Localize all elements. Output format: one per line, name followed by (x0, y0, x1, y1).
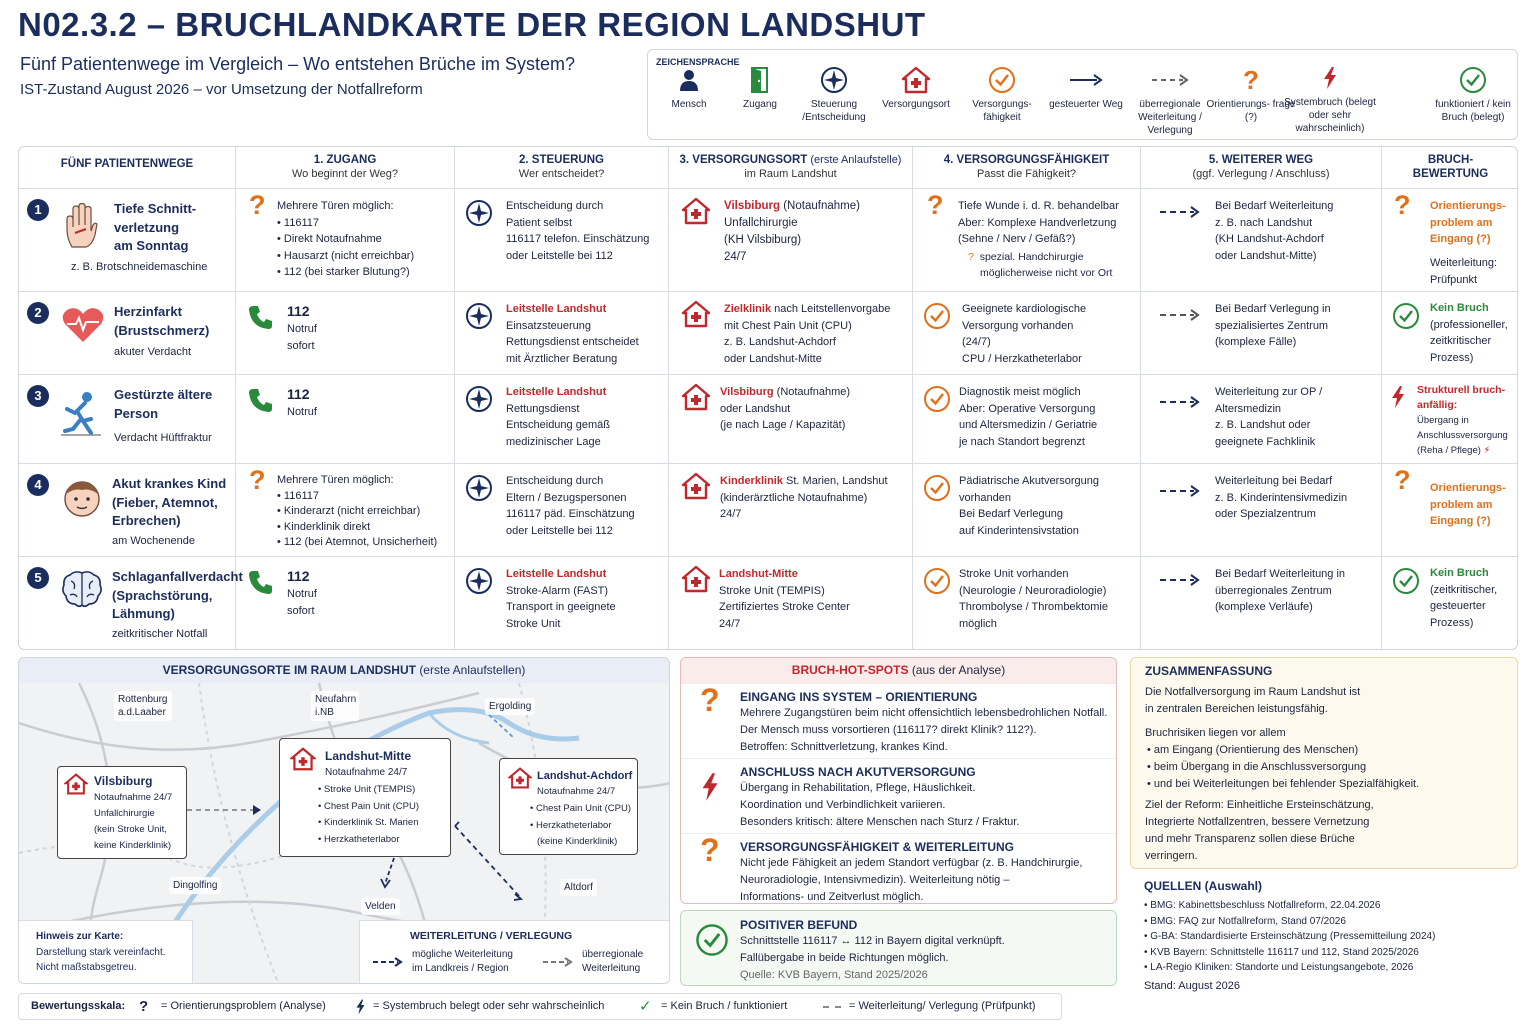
site-cell: Landshut-Mitte Stroke Unit (TEMPIS) Zertifiziertes Stroke Center 24/7 (669, 557, 913, 650)
path-name: Schlaganfallverdacht (Sprachstörung, Lähmung) (112, 569, 243, 621)
legend-label: Versorgungs- fähigkeit (972, 99, 1032, 123)
hospital-icon (681, 565, 711, 599)
legend-item-check-green (1425, 62, 1521, 124)
next-cell: Weiterleitung zur OP / Altersmedizin z. B. Landshut oder geeignete Fachklinik (1141, 375, 1382, 463)
access-cell: 112 Notruf sofort (236, 292, 455, 374)
site-cell: Zielklinik nach Leitstellenvorgabe mit Chest Pain Unit (CPU) z. B. Landshut-Achdorf oder Landshut-Mitte (669, 292, 913, 374)
map-site-landshut-mitte: Landshut-Mitte Notaufnahme 24/7 • Stroke Unit (TEMPIS) • Chest Pain Unit (CPU) • Kinderklinik St. Marien • Herzkatheterlabor (279, 738, 451, 857)
rating-cell: Strukturell bruch- anfällig: Übergang in Anschlussversorgung (Reha / Pflege) ⚡ (1382, 375, 1518, 463)
town-label: Velden (361, 898, 400, 915)
arrow-dashed-icon (1159, 205, 1201, 225)
arrow-solid-icon (1038, 62, 1134, 98)
control-cell: Leitstelle Landshut Einsatzsteuerung Rettungsdienst entscheidet mit Ärztlicher Beratung (455, 292, 669, 374)
town-label: Dingolfing (169, 877, 221, 894)
capability-cell: Diagnostik meist möglich Aber: Operative Versorgung und Altersmedizin / Geriatrie je nach Standort begrenzt (913, 375, 1141, 463)
path-note: am Wochenende (112, 535, 195, 547)
table-header: 1. ZUGANG Wo beginnt der Weg? (236, 147, 455, 188)
table-row (19, 556, 1518, 650)
positive-title: POSITIVER BEFUND (740, 918, 858, 932)
legend-item-lightning (1280, 60, 1380, 135)
question-icon: ? (700, 682, 720, 718)
check-circle-icon (923, 474, 951, 508)
hotspot-item: ? VERSORGUNGSFÄHIGKEIT & WEITERLEITUNG Nicht jede Fähigkeit an jedem Standort verfügbar (z. B. Handchirurgie, Neuroradiologie, Intensivmedizin). Weiterleitung nötig – Informations- und Zeitverlust möglich. (681, 833, 1117, 904)
access-cell: ? Mehrere Türen möglich: • 116117 • Direkt Notaufnahme • Hausarzt (nicht erreichbar) • 112 (bei starker Blutung?) (236, 189, 455, 291)
capability-cell: Stroke Unit vorhanden (Neurologie / Neuroradiologie) Thrombolyse / Thrombektomie möglich (913, 557, 1141, 650)
control-cell: Leitstelle Landshut Rettungsdienst Entscheidung gemäß medizinischer Lage (455, 375, 669, 463)
question-icon: ? (1394, 190, 1411, 220)
access-cell: ? Mehrere Türen möglich: • 116117 • Kinderarzt (nicht erreichbar) • Kinderklinik direkt • 112 (bei Atemnot, Unsicherheit) (236, 464, 455, 556)
access-cell: 112 Notruf (236, 375, 455, 463)
page-title: N02.3.2 – BRUCHLANDKARTE DER REGION LANDSHUT (18, 6, 926, 43)
legend-label: Zugang (743, 99, 777, 110)
rating-cell: Kein Bruch (professioneller, zeitkritischer Prozess) (1382, 292, 1518, 374)
hospital-icon (868, 62, 964, 98)
next-cell: Bei Bedarf Verlegung in spezialisiertes Zentrum (komplexe Fälle) (1141, 292, 1382, 374)
check-circle-icon (923, 302, 951, 336)
arrow-dashed-icon (1159, 573, 1201, 593)
legend-label: Steuerung /Entscheidung (802, 99, 866, 123)
hospital-icon (681, 300, 711, 334)
compass-icon (465, 567, 493, 601)
check-green-icon (1392, 567, 1420, 601)
hospital-icon (681, 197, 711, 231)
capability-cell: ? Tiefe Wunde i. d. R. behandelbar Aber: Komplexe Handverletzung (Sehne / Nerv / Gefäß?) ? spezial. Handchirurgie möglicherweise nicht vor Ort (913, 189, 1141, 291)
rating-cell: Kein Bruch (zeitkritischer, gesteuerter Prozess) (1382, 557, 1518, 650)
hotspots-panel (680, 657, 1117, 904)
arrow-dashed-icon (372, 956, 404, 968)
falling-person-icon (57, 389, 103, 443)
table-header: 2. STEUERUNG Wer entscheidet? (455, 147, 669, 188)
path-note: zeitkritischer Notfall (112, 628, 208, 640)
path-note: z. B. Brotschneidemaschine (71, 261, 208, 273)
arrow-dashed-icon (1159, 395, 1201, 415)
question-icon: ? (1243, 64, 1259, 95)
check-green-icon (695, 923, 729, 963)
control-cell: Entscheidung durch Patient selbst 116117 telefon. Einschätzung oder Leitstelle bei 112 (455, 189, 669, 291)
legend-label: überregionale Weiterleitung / Verlegung (1138, 99, 1202, 136)
town-label: Neufahrn i.NB (311, 691, 359, 721)
legend-label: gesteuerter Weg (1049, 99, 1123, 110)
next-cell: Bei Bedarf Weiterleitung z. B. nach Landshut (KH Landshut-Achdorf oder Landshut-Mitte) (1141, 189, 1382, 291)
path-cell (19, 464, 236, 556)
hotspot-item: ? EINGANG INS SYSTEM – ORIENTIERUNG Mehrere Zugangstüren beim nicht offensichtlich lebensbedrohlichen Notfall. Der Mensch muss vorsortieren (116117? direkt Klinik? 112?). Betroffen: Schnittverletzung, krankes Kind. (681, 683, 1117, 758)
arrow-dashed-icon (1159, 308, 1201, 328)
legend-item-solid-arrow (1038, 62, 1134, 111)
path-cell (19, 375, 236, 463)
page-subtitle: Fünf Patientenwege im Vergleich – Wo entstehen Brüche im System? (20, 54, 575, 74)
question-icon: ? (1394, 465, 1411, 495)
access-cell: 112 Notruf sofort (236, 557, 455, 650)
next-cell: Weiterleitung bei Bedarf z. B. Kinderintensivmedizin oder Spezialzentrum (1141, 464, 1382, 556)
control-cell: Leitstelle Landshut Stroke-Alarm (FAST) Transport in geeignete Stroke Unit (455, 557, 669, 650)
summary-panel: ZUSAMMENFASSUNG Die Notfallversorgung im Raum Landshut ist in zentralen Bereichen leistungsfähig. Bruchrisiken liegen vor allem • am Eingang (Orientierung des Menschen) • beim Übergang in die Anschlussversorgung • und bei Weiterleitungen bei fehlender Spezialfähigkeit. Ziel der Reform: Einheitliche Ersteinschätzung, Integrierte Notfallzentren, bessere Vernetzung und mehr Transparenz sollen diese Brüche verringern. (1130, 657, 1518, 869)
rating-scale: Bewertungsskala: ? = Orientierungsproblem (Analyse) = Systembruch belegt oder sehr wahrscheinlich ✓ = Kein Bruch / funktioniert = Weiterleitung/ Verlegung (Prüfpunkt) (18, 993, 1062, 1020)
lightning-icon (1390, 385, 1406, 415)
positive-finding-panel: POSITIVER BEFUND Schnittstelle 116117 ↔ 112 in Bayern digital verknüpft. Fallübergabe in beide Richtungen möglich. Quelle: KVB Bayern, Stand 2025/2026 (680, 910, 1117, 986)
legend-label: funktioniert / kein Bruch (belegt) (1435, 99, 1511, 123)
path-name: Akut krankes Kind (Fieber, Atemnot, Erbrechen) (112, 476, 227, 528)
hospital-icon (681, 472, 711, 506)
lightning-icon (1280, 60, 1380, 96)
path-number: 1 (27, 199, 49, 221)
phone-icon (248, 569, 274, 601)
brain-icon (61, 569, 103, 615)
check-green-icon (1425, 62, 1521, 98)
check-icon: ✓ (639, 998, 652, 1015)
legend-label: Mensch (671, 99, 707, 110)
sources-title: QUELLEN (Auswahl) (1144, 879, 1263, 893)
question-icon: ? (139, 998, 149, 1015)
table-row (19, 463, 1518, 556)
capability-cell: Geeignete kardiologische Versorgung vorhanden (24/7) CPU / Herzkatheterlabor (913, 292, 1141, 374)
path-number: 4 (27, 474, 49, 496)
legend-box (647, 49, 1518, 140)
question-icon: ? (249, 465, 266, 495)
path-number: 3 (27, 385, 49, 407)
summary-title: ZUSAMMENFASSUNG (1145, 664, 1273, 678)
hotspot-item: ANSCHLUSS NACH AKUTVERSORGUNG Übergang in Rehabilitation, Pflege, Häuslichkeit. Koordination und Verbindlichkeit variieren. Besonders kritisch: ältere Menschen nach Sturz / Fraktur. (681, 758, 1117, 833)
path-note: akuter Verdacht (114, 346, 192, 358)
site-cell: Kinderklinik St. Marien, Landshut (kinderärztliche Notaufnahme) 24/7 (669, 464, 913, 556)
table-row (19, 188, 1518, 291)
lightning-icon (355, 999, 366, 1024)
hand-icon (64, 203, 98, 255)
path-note: Verdacht Hüftfraktur (114, 432, 212, 444)
hotspots-title: BRUCH-HOT-SPOTS (aus der Analyse) (681, 658, 1116, 683)
path-number: 5 (27, 567, 49, 589)
phone-icon (248, 387, 274, 419)
check-circle-icon (923, 385, 951, 419)
phone-icon (248, 304, 274, 336)
hospital-icon (681, 383, 711, 417)
path-name: Herzinfarkt (Brustschmerz) (114, 304, 210, 338)
path-cell (19, 557, 243, 650)
compass-icon (465, 302, 493, 336)
lightning-icon: ⚡ (1483, 445, 1491, 456)
dashed-line-icon (823, 1006, 841, 1008)
table-header: 5. WEITERER WEG (ggf. Verlegung / Anschluss) (1141, 147, 1382, 188)
site-cell: Vilsbiburg (Notaufnahme) oder Landshut (je nach Lage / Kapazität) (669, 375, 913, 463)
table-header: BRUCH- BEWERTUNG (1412, 154, 1489, 180)
town-label: Rottenburg a.d.Laaber (114, 691, 172, 721)
compass-icon (465, 385, 493, 419)
legend-title: ZEICHENSPRACHE (656, 57, 740, 67)
legend-label: Systembruch (belegt oder sehr wahrscheinlich) (1284, 97, 1376, 134)
map-title: VERSORGUNGSORTE IM RAUM LANDSHUT (erste Anlaufstellen) (19, 658, 669, 683)
control-cell: Entscheidung durch Eltern / Bezugspersonen 116117 päd. Einschätzung oder Leitstelle bei 112 (455, 464, 669, 556)
rating-cell: ? Orientierungs- problem am Eingang (?) Weiterleitung: Prüfpunkt (1394, 190, 1506, 286)
town-label: Altdorf (560, 879, 597, 896)
patient-paths-table (18, 146, 1518, 650)
hospital-icon (64, 773, 88, 802)
check-circle-icon (954, 62, 1050, 98)
arrow-dashed-icon (1159, 484, 1201, 504)
page-status-line: IST-Zustand August 2026 – vor Umsetzung der Notfallreform (20, 81, 423, 98)
care-sites-map (18, 657, 670, 984)
hospital-icon (290, 747, 316, 778)
next-cell: Bei Bedarf Weiterleitung in überregionales Zentrum (komplexe Verläufe) (1141, 557, 1382, 650)
map-hint: Hinweis zur Karte: Darstellung stark vereinfacht. Nicht maßstabsgetreu. (19, 920, 193, 984)
compass-icon (465, 474, 493, 508)
rating-cell: ? Orientierungs- problem am Eingang (?) (1394, 465, 1506, 527)
sources-panel: QUELLEN (Auswahl) • BMG: Kabinettsbeschluss Notfallreform, 22.04.2026 • BMG: FAQ zur Notfallreform, Stand 07/2026 • G-BA: Standardisierte Ersteinschätzung (Pressemitteilung 2024) • KVB Bayern: Schnittstelle 116117 und 112, Stand 2025/2026 • LA-Regio Kliniken: Standorte und Leistungsangebote, 2026 Stand: August 2026 (1130, 873, 1518, 1003)
arrow-dashed-icon (542, 956, 574, 968)
map-site-landshut-achdorf: Landshut-Achdorf Notaufnahme 24/7 • Chest Pain Unit (CPU) • Herzkatheterlabor (keine Kinderklinik) (499, 758, 638, 855)
legend-item-hospital (868, 62, 964, 111)
hospital-icon (508, 767, 532, 796)
site-cell: Vilsbiburg (Notaufnahme) Unfallchirurgie (KH Vilsbiburg) 24/7 (669, 189, 913, 291)
heart-icon (61, 306, 105, 350)
table-header: 3. VERSORGUNGSORT (erste Anlaufstelle) im Raum Landshut (669, 147, 913, 188)
question-icon: ? (700, 832, 720, 868)
legend-item-capability (954, 62, 1050, 124)
path-cell (19, 189, 236, 291)
path-name: Tiefe Schnitt- verletzung am Sonntag (114, 201, 197, 253)
legend-label: Orientierungs- frage (?) (1206, 99, 1296, 123)
table-header: FÜNF PATIENTENWEGE (19, 147, 236, 188)
check-green-icon (1392, 302, 1420, 336)
question-icon: ? (249, 190, 266, 220)
check-circle-icon (923, 567, 951, 601)
path-number: 2 (27, 302, 49, 324)
path-cell (19, 292, 236, 374)
lightning-icon (700, 771, 720, 809)
table-row (19, 374, 1518, 463)
sources-stand: Stand: August 2026 (1144, 980, 1241, 992)
path-name: Gestürzte ältere Person (114, 387, 213, 421)
question-icon: ? (927, 190, 944, 220)
table-header: 4. VERSORGUNGSFÄHIGKEIT Passt die Fähigkeit? (913, 147, 1141, 188)
table-row (19, 291, 1518, 374)
capability-cell: Pädiatrische Akutversorgung vorhanden Bei Bedarf Verlegung auf Kinderintensivstation (913, 464, 1141, 556)
forwarding-legend: WEITERLEITUNG / VERLEGUNG mögliche Weiterleitung im Landkreis / Region überregionale Weiterleitung (359, 920, 670, 984)
child-icon (62, 478, 102, 524)
town-label: Ergolding (485, 698, 535, 715)
map-site-vilsbiburg: Vilsbiburg Notaufnahme 24/7 Unfallchirurgie (kein Stroke Unit, keine Kinderklinik) (57, 766, 187, 859)
legend-label: Versorgungsort (882, 99, 950, 110)
compass-icon (465, 199, 493, 233)
